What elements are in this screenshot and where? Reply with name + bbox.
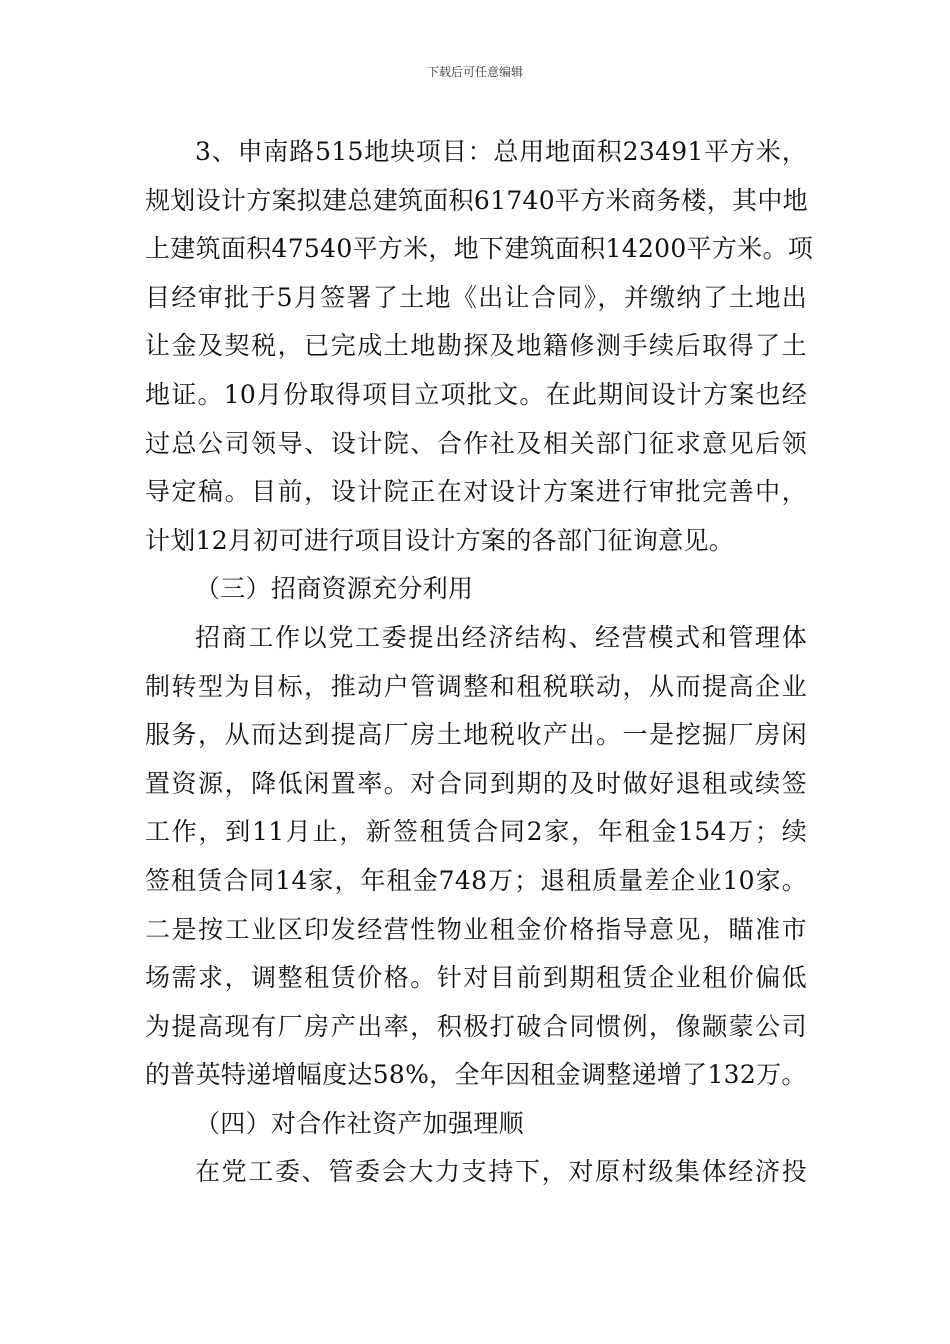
text-line: 规划设计方案拟建总建筑面积61740平方米商务楼，其中地 (145, 185, 808, 215)
text-line: 为提高现有厂房产出率，积极打破合同惯例，像颛蒙公司 (145, 1011, 807, 1041)
text-line: 3、申南路515地块项目：总用地面积23491平方米， (195, 137, 807, 166)
text-line: 过总公司领导、设计院、合作社及相关部门征求意见后领 (145, 428, 807, 458)
text-line: 置资源，降低闲置率。对合同到期的及时做好退租或续签 (145, 768, 807, 798)
heading-line: （三）招商资源充分利用 (195, 574, 474, 604)
text-line: 导定稿。目前，设计院正在对设计方案进行审批完善中， (145, 477, 807, 507)
text-line: 工作，到11月止，新签租赁合同2家，年租金154万；续 (145, 817, 807, 847)
section-heading-3 (145, 565, 807, 614)
text-line: 制转型为目标，推动户管调整和租税联动，从而提高企业 (145, 671, 807, 701)
text-line: 招商工作以党工委提出经济结构、经营模式和管理体 (195, 622, 807, 652)
section-heading-4 (145, 1100, 807, 1149)
text-line: 服务，从而达到提高厂房土地税收产出。一是挖掘厂房闲 (145, 720, 807, 750)
text-line: 在党工委、管委会大力支持下，对原村级集体经济投 (195, 1157, 807, 1187)
text-line: 签租赁合同14家，年租金748万；退租质量差企业10家。 (145, 865, 807, 895)
document-body (145, 128, 814, 1197)
paragraph-cooperative (145, 1148, 807, 1197)
text-line: 让金及契税，已完成土地勘探及地籍修测手续后取得了土 (145, 331, 807, 361)
text-line: 上建筑面积47540平方米，地下建筑面积14200平方米。项 (145, 234, 814, 264)
text-line: 地证。10月份取得项目立项批文。在此期间设计方案也经 (145, 379, 807, 409)
text-line: 目经审批于5月签署了土地《出让合同》，并缴纳了土地出 (145, 282, 807, 312)
text-line: 计划12月初可进行项目设计方案的各部门征询意见。 (145, 525, 735, 555)
text-line: 的普英特递增幅度达58%，全年因租金调整递增了132万。 (145, 1060, 807, 1090)
text-line: 二是按工业区印发经营性物业租金价格指导意见，瞄准市 (145, 914, 807, 944)
text-line: 场需求，调整租赁价格。针对目前到期租赁企业租价偏低 (145, 963, 807, 993)
heading-line: （四）对合作社资产加强理顺 (195, 1108, 524, 1138)
page-header-note: 下载后可任意编辑 (426, 65, 523, 79)
paragraph-project-3 (145, 128, 814, 565)
paragraph-investment (145, 614, 807, 1100)
